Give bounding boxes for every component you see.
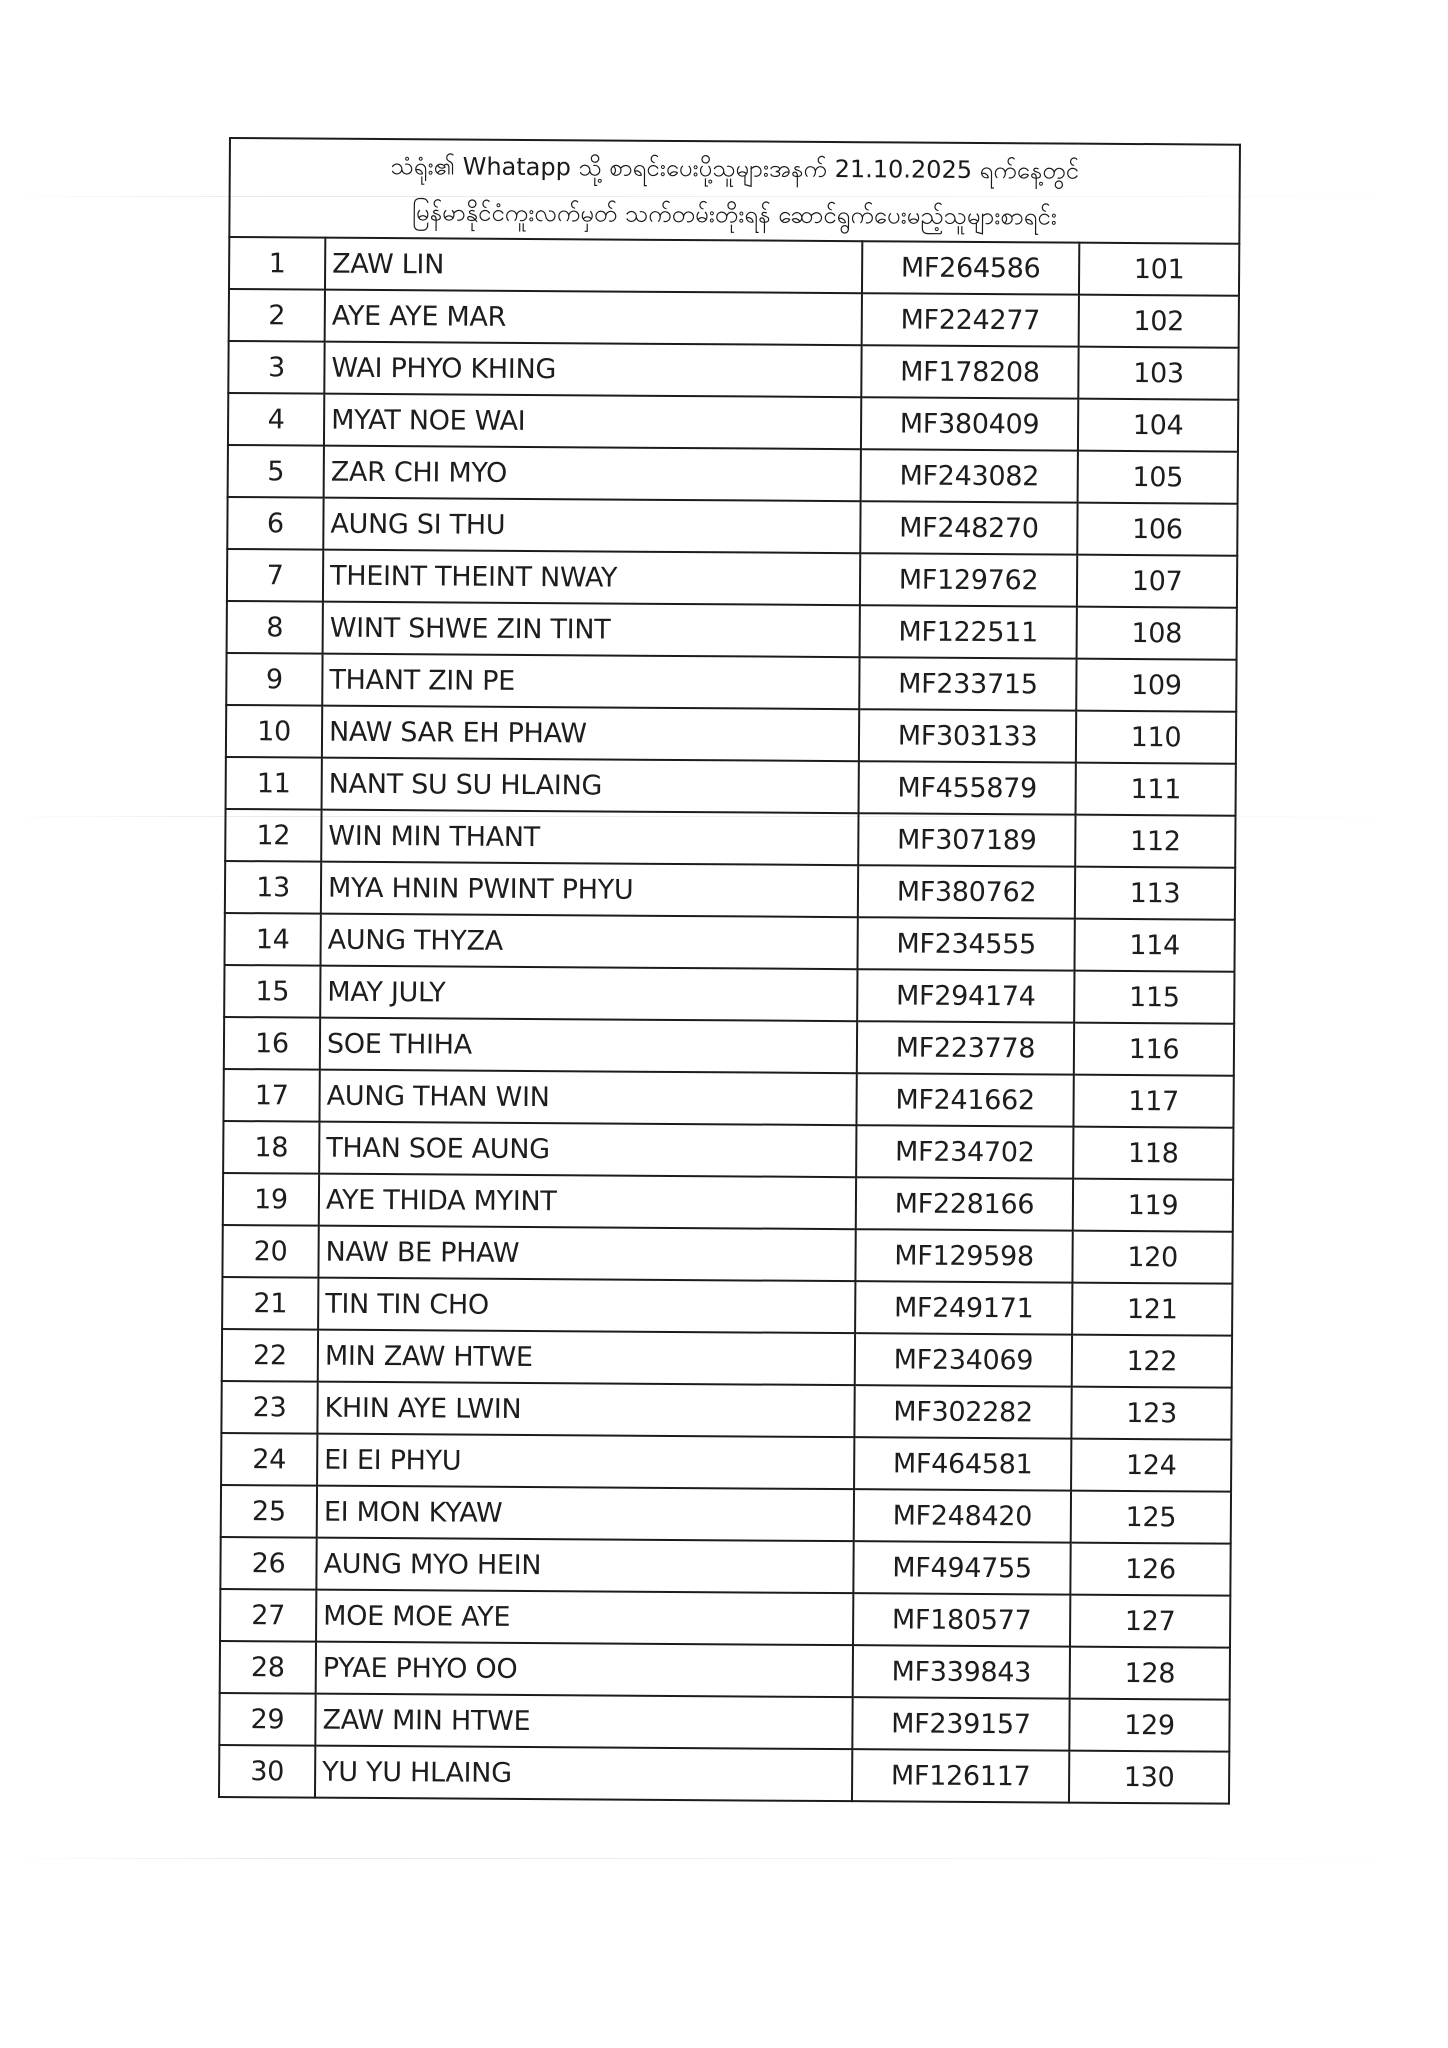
row-number: 14 [225,913,321,966]
queue-number: 122 [1072,1335,1232,1388]
scan-artifact-line [0,1858,1448,1859]
passport-number: MF380762 [858,865,1075,918]
passport-number: MF264586 [862,241,1079,294]
table-row [224,1017,1234,1076]
queue-number: 107 [1077,555,1237,608]
passport-number: MF494755 [853,1541,1070,1594]
table-row [226,653,1236,712]
row-number: 19 [223,1173,319,1226]
table-row [221,1485,1231,1544]
row-number: 13 [225,861,321,914]
queue-number: 124 [1071,1439,1231,1492]
queue-number: 109 [1076,659,1236,712]
table-row [221,1381,1231,1440]
table-row [222,1277,1232,1336]
person-name: EI EI PHYU [317,1434,854,1490]
passport-number: MF294174 [857,969,1074,1022]
person-name: WIN MIN THANT [321,810,858,866]
row-number: 18 [223,1121,319,1174]
person-name: THEINT THEINT NWAY [323,550,860,606]
passport-number: MF248270 [860,501,1077,554]
person-name: ZAW LIN [325,238,862,294]
queue-number: 128 [1070,1647,1230,1700]
row-number: 7 [227,549,323,602]
table-row [229,289,1239,348]
queue-number: 108 [1077,607,1237,660]
queue-number: 103 [1078,347,1238,400]
table-body [219,237,1239,1804]
passport-number: MF307189 [858,813,1075,866]
table-row [221,1433,1231,1492]
row-number: 25 [221,1485,317,1538]
person-name: MAY JULY [320,966,857,1022]
passport-renewal-list-table [218,137,1241,1805]
passport-number: MF180577 [853,1593,1070,1646]
queue-number: 111 [1076,763,1236,816]
row-number: 23 [221,1381,317,1434]
passport-number: MF233715 [859,657,1076,710]
passport-number: MF302282 [854,1385,1071,1438]
passport-number: MF248420 [854,1489,1071,1542]
table-row [225,861,1235,920]
passport-number: MF122511 [860,605,1077,658]
person-name: YU YU HLAING [315,1746,852,1802]
queue-number: 130 [1069,1751,1229,1804]
row-number: 4 [228,393,324,446]
table-row [227,601,1237,660]
person-name: SOE THIHA [320,1018,857,1074]
queue-number: 117 [1073,1075,1233,1128]
queue-number: 125 [1071,1491,1231,1544]
queue-number: 106 [1077,503,1237,556]
passport-number: MF228166 [856,1177,1073,1230]
table-row [220,1641,1230,1700]
queue-number: 116 [1074,1023,1234,1076]
table-row [228,445,1238,504]
person-name: AUNG THAN WIN [319,1070,856,1126]
row-number: 1 [229,237,325,290]
row-number: 15 [224,965,320,1018]
passport-number: MF303133 [859,709,1076,762]
table-row [219,1745,1229,1804]
table-row [223,1121,1233,1180]
person-name: MOE MOE AYE [316,1590,853,1646]
row-number: 21 [222,1277,318,1330]
queue-number: 112 [1075,815,1235,868]
queue-number: 105 [1078,451,1238,504]
queue-number: 120 [1072,1231,1232,1284]
row-number: 20 [222,1225,318,1278]
queue-number: 119 [1073,1179,1233,1232]
table-row [220,1589,1230,1648]
table-row [223,1173,1233,1232]
row-number: 10 [226,705,322,758]
table-row [225,913,1235,972]
table-row [226,705,1236,764]
queue-number: 115 [1074,971,1234,1024]
person-name: EI MON KYAW [317,1486,854,1542]
passport-number: MF380409 [861,397,1078,450]
person-name: ZAW MIN HTWE [315,1694,852,1750]
row-number: 3 [228,341,324,394]
queue-number: 126 [1070,1543,1230,1596]
queue-number: 102 [1079,295,1239,348]
row-number: 26 [220,1537,316,1590]
row-number: 24 [221,1433,317,1486]
queue-number: 113 [1075,867,1235,920]
row-number: 2 [229,289,325,342]
passport-number: MF464581 [854,1437,1071,1490]
table-row [228,393,1238,452]
table-row [225,809,1235,868]
queue-number: 110 [1076,711,1236,764]
row-number: 11 [226,757,322,810]
queue-number: 114 [1074,919,1234,972]
row-number: 30 [219,1745,315,1798]
row-number: 6 [227,497,323,550]
person-name: AYE THIDA MYINT [319,1174,856,1230]
passport-number: MF249171 [855,1281,1072,1334]
queue-number: 104 [1078,399,1238,452]
person-name: THAN SOE AUNG [319,1122,856,1178]
table-row [220,1537,1230,1596]
person-name: TIN TIN CHO [318,1278,855,1334]
passport-number: MF241662 [856,1073,1073,1126]
queue-number: 121 [1072,1283,1232,1336]
table-row [219,1693,1229,1752]
table-row [224,965,1234,1024]
queue-number: 127 [1070,1595,1230,1648]
title-line-1: သံရုံး၏ Whatapp သို့ စာရင်းပေးပို့သူများအနက် 21.10.2025 ရက်နေ့တွင် [390,151,1080,185]
row-number: 8 [227,601,323,654]
person-name: MYAT NOE WAI [324,394,861,450]
passport-number: MF455879 [859,761,1076,814]
table-row [229,237,1239,296]
passport-number: MF239157 [852,1697,1069,1750]
row-number: 17 [223,1069,319,1122]
person-name: WAI PHYO KHING [324,342,861,398]
person-name: PYAE PHYO OO [316,1642,853,1698]
passport-number: MF223778 [857,1021,1074,1074]
document-title [229,138,1240,244]
table-title-row [229,138,1240,244]
row-number: 29 [219,1693,315,1746]
passport-number: MF129598 [855,1229,1072,1282]
person-name: WINT SHWE ZIN TINT [323,602,860,658]
person-name: KHIN AYE LWIN [317,1382,854,1438]
row-number: 27 [220,1589,316,1642]
person-name: NANT SU SU HLAING [322,758,859,814]
table-row [226,757,1236,816]
row-number: 12 [225,809,321,862]
table-row [227,549,1237,608]
person-name: AUNG THYZA [321,914,858,970]
table-row [222,1225,1232,1284]
person-name: THANT ZIN PE [322,654,859,710]
passport-number: MF178208 [861,345,1078,398]
title-line-2: မြန်မာနိုင်ငံကူးလက်မှတ် သက်တမ်းတိုးရန် ဆောင်ရွက်ပေးမည့်သူများစာရင်း [411,197,1058,230]
person-name: NAW BE PHAW [318,1226,855,1282]
row-number: 28 [220,1641,316,1694]
person-name: AYE AYE MAR [325,290,862,346]
queue-number: 118 [1073,1127,1233,1180]
queue-number: 129 [1069,1699,1229,1752]
queue-number: 101 [1079,243,1239,296]
passport-number: MF129762 [860,553,1077,606]
row-number: 22 [222,1329,318,1382]
row-number: 16 [224,1017,320,1070]
queue-number: 123 [1071,1387,1231,1440]
passport-number: MF234702 [856,1125,1073,1178]
person-name: AUNG MYO HEIN [316,1538,853,1594]
table-row [227,497,1237,556]
row-number: 5 [228,445,324,498]
person-name: ZAR CHI MYO [324,446,861,502]
passport-number: MF339843 [853,1645,1070,1698]
table-row [222,1329,1232,1388]
person-name: AUNG SI THU [323,498,860,554]
table-row [228,341,1238,400]
passport-number: MF234069 [855,1333,1072,1386]
person-name: NAW SAR EH PHAW [322,706,859,762]
person-name: MIN ZAW HTWE [318,1330,855,1386]
person-name: MYA HNIN PWINT PHYU [321,862,858,918]
passport-number: MF126117 [852,1749,1069,1802]
table-row [223,1069,1233,1128]
row-number: 9 [226,653,322,706]
passport-number: MF234555 [857,917,1074,970]
passport-number: MF224277 [862,293,1079,346]
passport-number: MF243082 [861,449,1078,502]
